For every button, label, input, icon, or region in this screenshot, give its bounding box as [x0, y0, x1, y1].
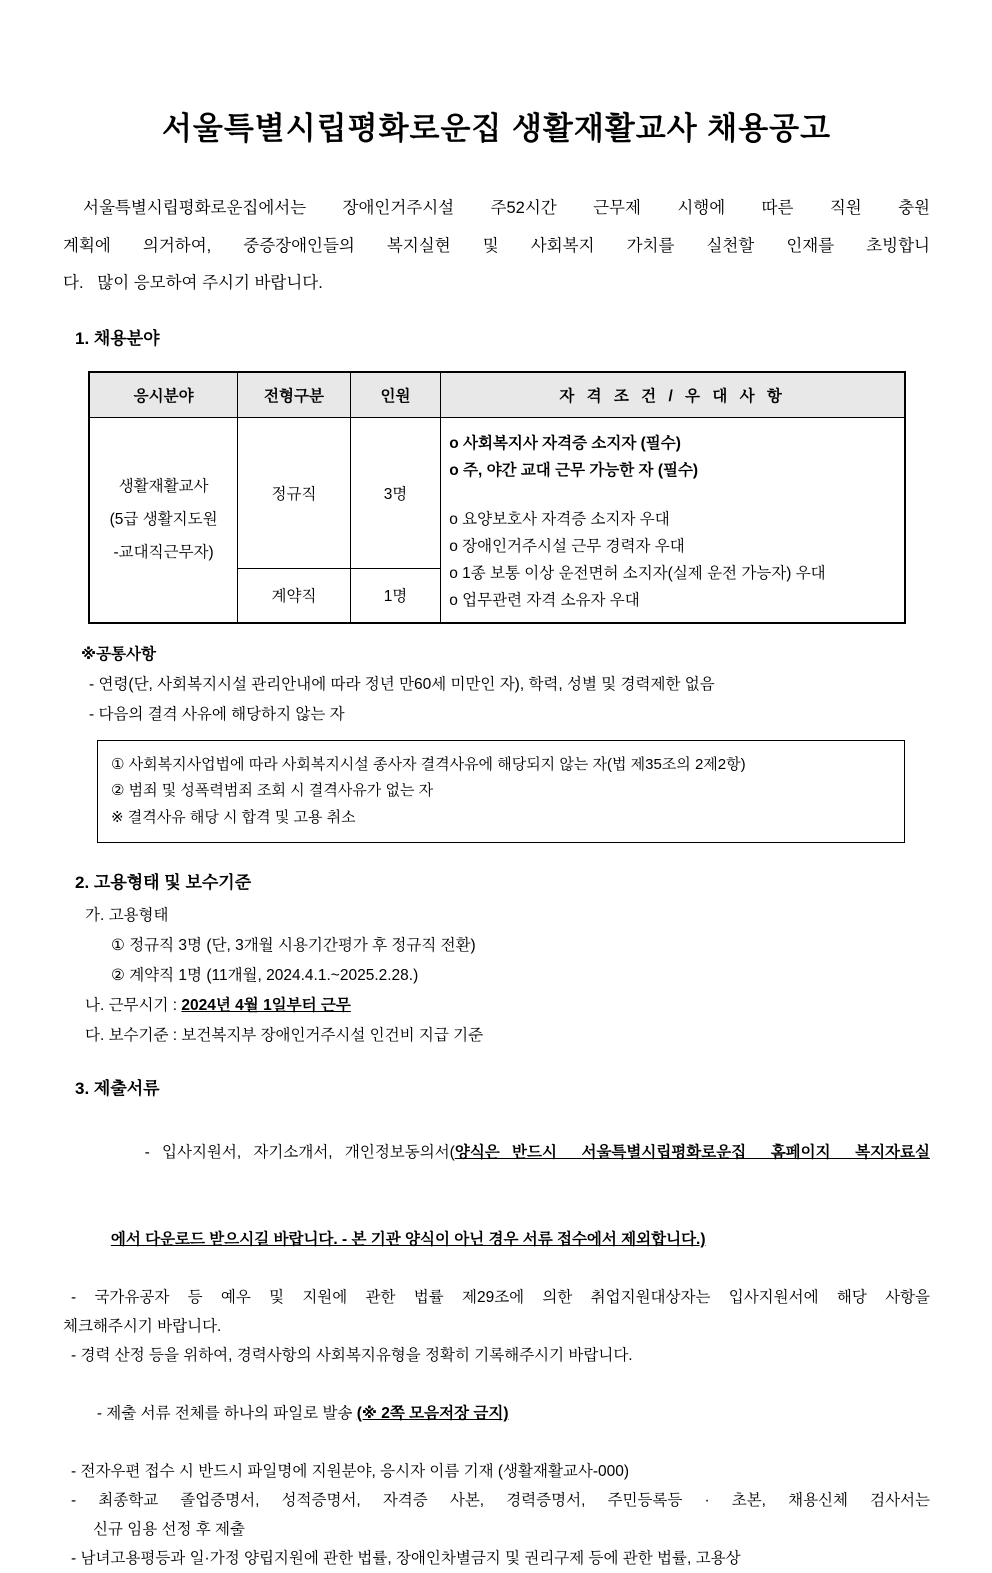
submission-item-documents-cont — [85, 1196, 930, 1283]
file-notice-emphasis: (※ 2쪽 모음저장 금지) — [356, 1405, 509, 1422]
table-row-regular — [89, 417, 905, 569]
disqualification-item: ② 범죄 및 성폭력범죄 조회 시 결격사유가 없는 자 — [111, 782, 434, 799]
submission-item-laws: - 남녀고용평등과 일·가정 양립지원에 관한 법률, 장애인차별금지 및 권리구제 등에 관한 법률, 고용상 — [71, 1550, 741, 1567]
type-cell-contract: 계약직 — [238, 569, 351, 623]
header-qualifications: 자 격 조 건 / 우 대 사 항 — [441, 372, 905, 418]
intro-line: 계획에 의거하여, 중증장애인들의 복지실현 및 사회복지 가치를 실천할 인재를 초빙합니 — [63, 236, 930, 255]
form-notice-emphasis: 에서 다운로드 받으시길 바랍니다. - 본 기관 양식이 아닌 경우 서류 접수에서 제외합니다.) — [110, 1231, 706, 1248]
section-3-body — [63, 1109, 930, 1573]
pay-standard-line: 다. 보수기준 : 보건복지부 장애인거주시설 인건비 지급 기준 — [85, 1027, 484, 1044]
common-note-item: - 다음의 결격 사유에 해당하지 않는 자 — [89, 705, 345, 723]
header-selection-type: 전형구분 — [238, 372, 351, 418]
spacer — [449, 484, 898, 506]
section-3-heading: 3. 제출서류 — [75, 1079, 160, 1098]
submission-item-veterans-cont: 체크해주시기 바랍니다. — [63, 1318, 222, 1335]
submission-item-documents — [71, 1109, 930, 1196]
count-cell-contract: 1명 — [350, 569, 440, 623]
submission-item-single-file — [71, 1370, 930, 1457]
qualification-preferred: o 업무관련 자격 소유자 우대 — [449, 591, 640, 609]
common-notes — [63, 640, 930, 730]
disqualification-box — [97, 740, 905, 844]
position-line: -교대직근무자) — [113, 544, 214, 561]
submission-item-certificates: - 최종학교 졸업증명서, 성적증명서, 자격증 사본, 경력증명서, 주민등록등 · 초본, 채용신체 검사서는 — [71, 1492, 930, 1509]
intro-line: 서울특별시립평화로운집에서는 장애인거주시설 주52시간 근무제 시행에 따른 직원 충원 — [83, 199, 930, 217]
section-1-heading: 1. 채용분야 — [75, 328, 160, 348]
work-start-line — [85, 991, 930, 1021]
disqualification-item: ※ 결격사유 해당 시 합격 및 고용 취소 — [111, 808, 356, 826]
common-note-item: - 연령(단, 사회복지시설 관리안내에 따라 정년 만60세 미만인 자), 학력, 성별 및 경력제한 없음 — [89, 675, 715, 693]
qualification-preferred: o 장애인거주시설 근무 경력자 우대 — [449, 537, 685, 555]
position-line: (5급 생활지도원 — [109, 511, 218, 528]
common-notes-heading: ※공통사항 — [81, 645, 156, 663]
disqualification-item: ① 사회복지사업법에 따라 사회복지시설 종사자 결격사유에 해당되지 않는 자(법 제35조의 2제2항) — [111, 755, 746, 773]
recruitment-table — [88, 371, 906, 624]
submission-item-veterans: - 국가유공자 등 예우 및 지원에 관한 법률 제29조에 의한 취업지원대상자는 입사지원서에 해당 사항을 — [71, 1289, 930, 1306]
position-line: 생활재활교사 — [118, 478, 209, 495]
qualification-preferred: o 1종 보통 이상 운전면허 소지자(실제 운전 가능자) 우대 — [449, 564, 826, 582]
submission-item-prefix: - 입사지원서, 자기소개서, 개인정보동의서( — [144, 1144, 455, 1161]
submission-item-career: - 경력 산정 등을 위하여, 경력사항의 사회복지유형을 정확히 기록해주시기 바랍니다. — [71, 1347, 633, 1364]
submission-item-certificates-cont: 신규 임용 선정 후 제출 — [93, 1521, 245, 1538]
qualifications-cell — [441, 417, 905, 623]
qualification-required: o 사회복지사 자격증 소지자 (필수) — [449, 434, 681, 452]
work-start-label: 나. 근무시기 : — [85, 997, 182, 1014]
document-title: 서울특별시립평화로운집 생활재활교사 채용공고 — [161, 111, 832, 146]
type-cell-regular: 정규직 — [238, 417, 351, 569]
count-cell-regular: 3명 — [350, 417, 440, 569]
intro-line: 다. 많이 응모하여 주시기 바랍니다. — [63, 274, 323, 292]
work-start-value: 2024년 4월 1일부터 근무 — [181, 997, 351, 1014]
employment-item: ① 정규직 3명 (단, 3개월 시용기간평가 후 정규직 전환) — [111, 937, 476, 954]
header-headcount: 인원 — [350, 372, 440, 418]
header-apply-field: 응시분야 — [89, 372, 238, 418]
intro-paragraph — [63, 190, 930, 303]
section-2-heading: 2. 고용형태 및 보수기준 — [75, 873, 252, 892]
qualification-required: o 주, 야간 교대 근무 가능한 자 (필수) — [449, 461, 699, 479]
section-2-body — [63, 901, 930, 1051]
submission-item-email: - 전자우편 접수 시 반드시 파일명에 지원분야, 응시자 이름 기재 (생활재활교사-000) — [71, 1463, 630, 1480]
position-cell — [89, 417, 238, 623]
employment-item: ② 계약직 1명 (11개월, 2024.4.1.~2025.2.28.) — [111, 967, 419, 984]
table-header-row — [89, 372, 905, 418]
form-notice-emphasis: 양식은 반드시 서울특별시립평화로운집 홈페이지 복지자료실 — [454, 1144, 930, 1161]
employment-type-label: 가. 고용형태 — [85, 907, 169, 924]
qualification-preferred: o 요양보호사 자격증 소지자 우대 — [449, 510, 670, 528]
submission-item-prefix: - 제출 서류 전체를 하나의 파일로 발송 — [96, 1405, 357, 1422]
